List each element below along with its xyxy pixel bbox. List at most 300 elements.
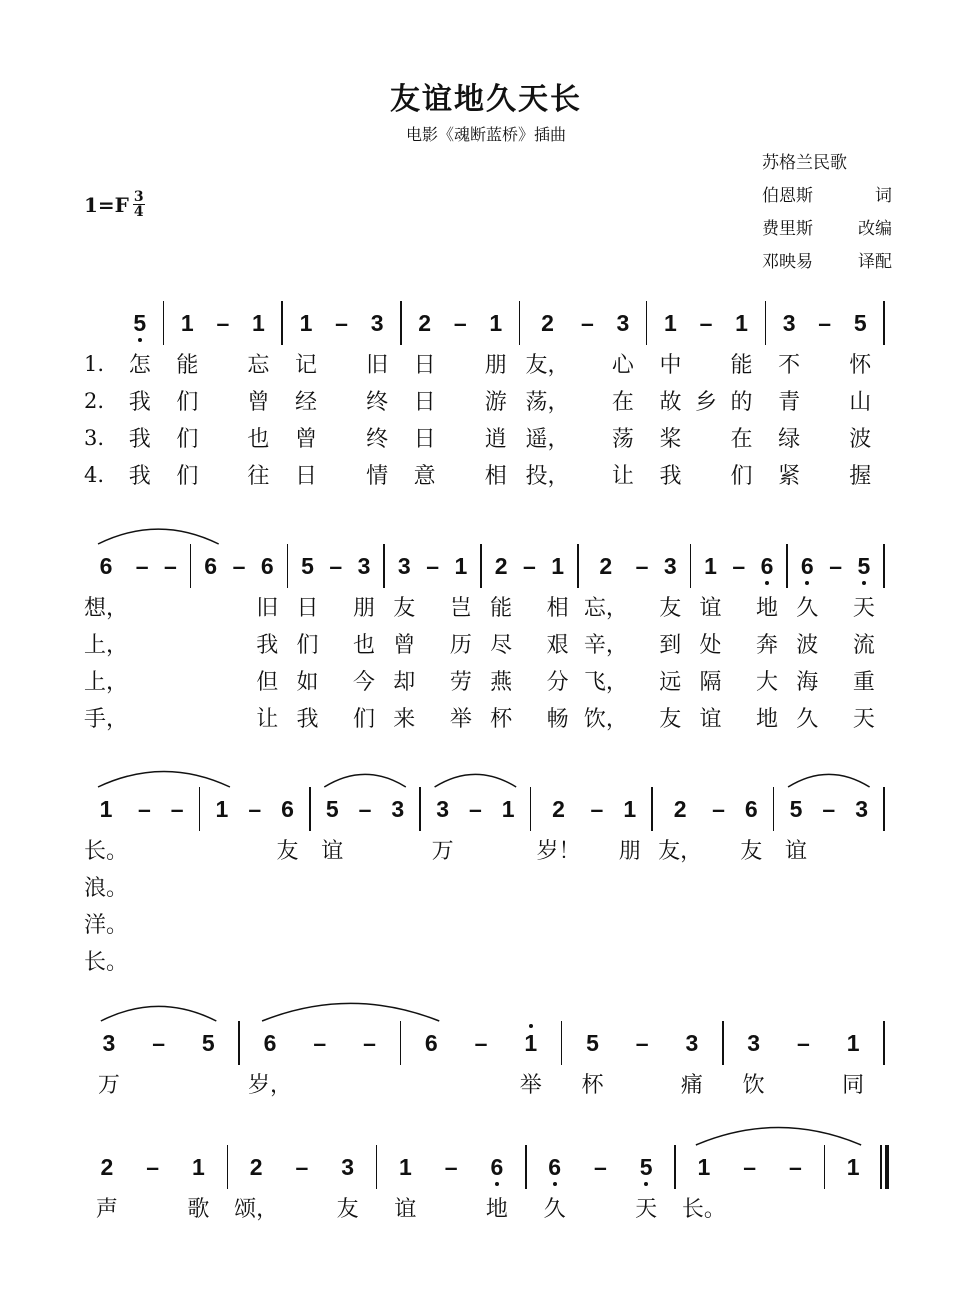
lyric-empty (206, 868, 239, 905)
lyric-empty (128, 942, 161, 979)
barline (475, 544, 487, 588)
spacer (84, 301, 122, 345)
lyric-syllable: 饮 (742, 1073, 765, 1098)
note-5: 5 (850, 544, 878, 588)
lyric-empty (628, 699, 656, 736)
credit-role: 词 (875, 186, 892, 206)
lyric-empty (492, 942, 525, 979)
slur-arc (98, 771, 230, 787)
lyric-syllable: 日 (413, 353, 436, 378)
lyric-empty (821, 625, 849, 662)
lyric-syllable: 想， (84, 596, 129, 621)
lyric-empty (381, 942, 414, 979)
note-1: 1 (506, 1021, 556, 1065)
dash-note: – (453, 309, 467, 336)
verse-number: 3. (84, 425, 105, 450)
low-octave-dot (553, 1182, 557, 1186)
lyric-empty (702, 905, 735, 942)
lyric-syllable: 曾 (247, 390, 270, 415)
lyric-empty (406, 1065, 456, 1102)
lyric-syllable: 日 (413, 427, 436, 452)
lyric-empty (515, 662, 543, 699)
lyric-syllable: 逍 (484, 427, 507, 452)
note-6: 6 (753, 544, 781, 588)
dash-note: – (335, 309, 348, 336)
lyric-empty (322, 699, 350, 736)
credit-lyricist (762, 181, 892, 214)
barline (572, 544, 584, 588)
lyric-syllable: 我 (256, 633, 279, 658)
lyric-empty (197, 625, 225, 662)
dash-note: – (313, 1029, 327, 1056)
lyric-syllable: 情 (366, 464, 389, 489)
lyric-empty (727, 1189, 773, 1226)
dash-note: – (444, 1153, 458, 1180)
lyric-empty (238, 868, 271, 905)
lyric-syllable: 绿 (778, 427, 801, 452)
lyric-syllable: 我 (128, 390, 151, 415)
note-3: 3 (436, 795, 449, 822)
lyric-empty (821, 662, 849, 699)
lyric-empty (279, 1189, 325, 1226)
dash-note: – (152, 1029, 165, 1056)
lyric-empty (238, 905, 271, 942)
lyric-empty (161, 868, 194, 905)
barline (878, 301, 890, 345)
dash-note: – (146, 1153, 160, 1180)
lyric-empty (128, 699, 156, 736)
lyric-syllable: 们 (730, 464, 753, 489)
lyric-syllable: 颂， (234, 1197, 279, 1222)
lyric-empty (316, 942, 349, 979)
dash-note: – (635, 1029, 649, 1056)
lyric-empty (613, 868, 646, 905)
lyric-syllable: 万 (97, 1073, 120, 1098)
credit-translator (762, 247, 892, 280)
note-2: 2 (494, 552, 508, 579)
barline (525, 787, 537, 831)
lyric-empty (418, 662, 446, 699)
lyric-empty (515, 625, 543, 662)
lyric-empty (128, 905, 161, 942)
lyric-empty (316, 868, 349, 905)
lyric-syllable: 朋 (618, 839, 641, 864)
lyric-empty (128, 588, 156, 625)
lyric-empty (492, 868, 525, 905)
lyric-syllable: 谊 (321, 839, 344, 864)
lyric-syllable: 遥， (525, 427, 570, 452)
lyric-syllable: 在 (730, 427, 753, 452)
lyric-empty (812, 831, 845, 868)
barline (684, 544, 696, 588)
lyric-syllable: 地 (485, 1197, 508, 1222)
lyric-empty (418, 625, 446, 662)
lyric-syllable: 忘 (247, 353, 270, 378)
lyric-syllable: 天 (635, 1197, 658, 1222)
lyric-syllable: 日 (296, 596, 319, 621)
lyric-empty (492, 905, 525, 942)
lyric-empty (442, 345, 478, 382)
lyric-syllable: 万 (431, 839, 454, 864)
lyric-empty (316, 905, 349, 942)
lyric-empty (628, 625, 656, 662)
note-1: 1 (704, 552, 717, 579)
slur-arc (324, 774, 406, 787)
lyric-syllable: 不 (778, 353, 801, 378)
lyric-syllable: 重 (852, 670, 875, 695)
dash-note: – (788, 1153, 802, 1180)
lyric-syllable: 也 (247, 427, 270, 452)
verse-number: 2. (84, 388, 105, 413)
note-1: 1 (846, 1029, 860, 1056)
lyric-empty (128, 662, 156, 699)
lyric-syllable: 奔 (756, 633, 779, 658)
lyric-empty (225, 699, 253, 736)
dash-note: – (216, 309, 230, 336)
lyric-syllable: 终 (366, 390, 389, 415)
lyric-empty (426, 942, 459, 979)
lyric-syllable: 旧 (256, 596, 279, 621)
lyric-empty (725, 662, 753, 699)
lyric-syllable: 我 (128, 464, 151, 489)
note-2: 2 (100, 1153, 114, 1180)
lyric-syllable: 乡 (694, 390, 717, 415)
time-top: 3 (133, 189, 144, 205)
lyric-syllable: 朋 (484, 353, 507, 378)
note-3: 3 (341, 1153, 355, 1180)
dash-note: – (523, 552, 536, 579)
lyric-empty (295, 1065, 345, 1102)
lyric-empty (442, 456, 478, 493)
lyric-empty (225, 588, 253, 625)
low-octave-dot (644, 1182, 648, 1186)
lyric-empty (205, 345, 241, 382)
note-6: 6 (532, 1145, 578, 1189)
staff-grid (84, 1021, 890, 1102)
barline (641, 301, 653, 345)
note-3: 3 (616, 309, 630, 336)
lyric-empty (428, 1189, 474, 1226)
dash-note: – (743, 1153, 757, 1180)
lyric-empty (442, 419, 478, 456)
lyric-empty (658, 905, 702, 942)
lyric-syllable: 海 (796, 670, 819, 695)
lyric-syllable: 飞， (583, 670, 628, 695)
note-1: 1 (299, 309, 313, 336)
lyric-empty (658, 942, 702, 979)
dash-note: – (580, 309, 594, 336)
lyric-syllable: 手， (84, 707, 129, 732)
lyric-syllable: 波 (849, 427, 872, 452)
dash-note: – (818, 309, 832, 336)
lyric-empty (197, 699, 225, 736)
lyric-empty (322, 625, 350, 662)
verse-number: 1. (84, 351, 105, 376)
lyric-empty (578, 1189, 624, 1226)
lyric-empty (537, 942, 581, 979)
lyric-syllable: 劳 (449, 670, 472, 695)
note-6: 6 (204, 552, 218, 579)
lyric-empty (658, 868, 702, 905)
lyric-syllable: 谊 (699, 707, 722, 732)
credit-name: 伯恩斯 (762, 186, 813, 206)
lyric-empty (381, 905, 414, 942)
system-2 (84, 520, 890, 736)
lyric-empty (349, 942, 382, 979)
slur-arc (98, 529, 219, 544)
credit-name: 邓映易 (762, 252, 813, 272)
lyric-syllable: 痛 (680, 1073, 703, 1098)
note-1: 1 (99, 795, 113, 822)
lyric-empty (456, 1065, 506, 1102)
lyric-empty (780, 942, 813, 979)
lyric-syllable: 饮， (583, 707, 628, 732)
lyric-syllable: 中 (659, 353, 682, 378)
credits (762, 148, 892, 280)
dash-note: – (712, 795, 725, 822)
dash-note: – (822, 795, 836, 822)
system-5 (84, 1121, 890, 1226)
lyric-syllable: 友， (658, 839, 703, 864)
lyric-syllable: 隔 (699, 670, 722, 695)
lyric-syllable: 怎 (128, 353, 151, 378)
barline (781, 544, 793, 588)
lyric-empty (812, 905, 845, 942)
lyric-empty (128, 831, 161, 868)
lyric-empty (459, 831, 492, 868)
note-2: 2 (418, 309, 432, 336)
lyric-syllable: 心 (611, 353, 634, 378)
lyric-empty (807, 345, 843, 382)
slur-arc (262, 1003, 439, 1021)
lyric-empty (537, 905, 581, 942)
barline (158, 301, 170, 345)
lyric-syllable: 让 (256, 707, 279, 732)
lyric-empty (613, 942, 646, 979)
note-5: 5 (853, 309, 867, 336)
lyric-syllable: 友 (659, 596, 682, 621)
lyric-empty (702, 868, 735, 905)
lyric-empty (156, 625, 184, 662)
lyric-syllable: 也 (353, 633, 376, 658)
lyric-empty (570, 419, 606, 456)
note-2: 2 (673, 795, 687, 822)
lyric-syllable: 上， (84, 633, 129, 658)
lyric-empty (271, 942, 304, 979)
note-3: 3 (102, 1029, 116, 1056)
lyric-empty (581, 942, 614, 979)
lyric-empty (570, 456, 606, 493)
lyric-empty (702, 831, 735, 868)
lyric-syllable: 友 (393, 596, 416, 621)
note-6: 6 (263, 1029, 277, 1056)
lyric-empty (735, 868, 768, 905)
lyric-empty (324, 345, 360, 382)
lyric-empty (773, 1189, 819, 1226)
lyric-empty (156, 699, 184, 736)
barline (717, 1021, 729, 1065)
lyric-syllable: 尽 (490, 633, 513, 658)
lyric-syllable: 艰 (546, 633, 569, 658)
lyric-empty (197, 588, 225, 625)
lyric-syllable: 桨 (659, 427, 682, 452)
lyric-syllable: 忘， (583, 596, 628, 621)
lyric-empty (613, 905, 646, 942)
barline (818, 1145, 830, 1189)
note-5: 5 (201, 1029, 215, 1056)
lyric-syllable: 游 (484, 390, 507, 415)
slur-arc (788, 774, 870, 787)
lyric-syllable: 经 (294, 390, 317, 415)
lyric-empty (161, 942, 194, 979)
lyric-empty (845, 942, 878, 979)
lyric-syllable: 天 (852, 596, 875, 621)
lyric-empty (725, 699, 753, 736)
lyric-empty (688, 419, 724, 456)
barline (878, 544, 890, 588)
note-1: 1 (398, 1153, 412, 1180)
note-1: 1 (664, 309, 677, 336)
lyric-syllable: 青 (778, 390, 801, 415)
lyric-syllable: 波 (796, 633, 819, 658)
lyric-empty (570, 345, 606, 382)
key-label: 1=F (84, 192, 129, 217)
lyric-empty (225, 625, 253, 662)
dash-note: – (329, 552, 343, 579)
dash-note: – (248, 795, 262, 822)
barline (395, 301, 407, 345)
barline (759, 301, 771, 345)
credit-role: 译配 (858, 252, 892, 272)
dash-note: – (829, 552, 842, 579)
time-signature (133, 190, 145, 219)
lyric-syllable: 故 (659, 390, 682, 415)
note-1: 1 (501, 795, 515, 822)
note-1: 1 (180, 309, 194, 336)
barline (646, 787, 658, 831)
lyric-syllable: 终 (366, 427, 389, 452)
lyric-syllable: 同 (842, 1073, 865, 1098)
lyric-syllable: 上， (84, 670, 129, 695)
note-6: 6 (793, 544, 821, 588)
lyric-empty (807, 456, 843, 493)
lyric-empty (492, 831, 525, 868)
lyric-empty (225, 662, 253, 699)
lyric-syllable: 如 (296, 670, 319, 695)
lyric-empty (206, 831, 239, 868)
system-4 (84, 997, 890, 1102)
note-3: 3 (685, 1029, 699, 1056)
lyric-empty (780, 905, 813, 942)
barline (878, 787, 890, 831)
lyric-empty (459, 905, 492, 942)
barline (378, 544, 390, 588)
lyric-empty (206, 905, 239, 942)
barline (233, 1021, 245, 1065)
lyric-syllable: 旧 (366, 353, 389, 378)
system-1 (84, 277, 890, 493)
lyric-syllable: 怀 (849, 353, 872, 378)
note-6: 6 (744, 795, 758, 822)
lyric-empty (617, 1065, 667, 1102)
lyric-syllable: 岂 (449, 596, 472, 621)
low-octave-dot (495, 1182, 499, 1186)
lyric-syllable: 长。 (681, 1197, 726, 1222)
lyric-empty (206, 942, 239, 979)
lyric-empty (845, 905, 878, 942)
lyric-empty (537, 868, 581, 905)
lyric-syllable: 曾 (393, 633, 416, 658)
lyric-syllable: 举 (519, 1073, 542, 1098)
lyric-syllable: 相 (484, 464, 507, 489)
note-6: 6 (474, 1145, 520, 1189)
lyric-empty (581, 905, 614, 942)
lyric-syllable: 地 (756, 707, 779, 732)
note-1: 1 (623, 795, 637, 822)
barline (556, 1021, 568, 1065)
barline (371, 1145, 383, 1189)
lyric-syllable: 谊 (394, 1197, 417, 1222)
lyric-empty (205, 382, 241, 419)
song-subtitle: 电影《魂断蓝桥》插曲 (405, 125, 566, 144)
lyric-syllable: 歌 (187, 1197, 210, 1222)
lyric-syllable: 燕 (490, 670, 513, 695)
lyric-empty (418, 588, 446, 625)
dash-note: – (170, 795, 184, 822)
staff-grid (84, 544, 890, 736)
lyric-empty (702, 942, 735, 979)
lyric-empty (156, 662, 184, 699)
lyric-empty (238, 831, 271, 868)
note-1: 1 (191, 1153, 205, 1180)
barline (194, 787, 206, 831)
lyric-syllable: 能 (490, 596, 513, 621)
lyric-syllable: 地 (756, 596, 779, 621)
lyric-empty (426, 868, 459, 905)
high-octave-dot (529, 1024, 533, 1028)
lyric-empty (161, 831, 194, 868)
lyric-empty (418, 699, 446, 736)
lyric-syllable: 声 (95, 1197, 118, 1222)
lyric-empty (322, 662, 350, 699)
lyric-syllable: 荡， (525, 390, 570, 415)
note-2: 2 (249, 1153, 263, 1180)
lyric-empty (183, 1065, 233, 1102)
dash-note: – (590, 795, 604, 822)
lyric-empty (581, 868, 614, 905)
note-6: 6 (260, 552, 274, 579)
lyric-syllable: 久 (543, 1197, 566, 1222)
lyric-syllable: 到 (659, 633, 682, 658)
low-octave-dot (138, 338, 142, 342)
note-1: 1 (697, 1153, 711, 1180)
key-signature (84, 190, 145, 219)
lyric-empty (322, 588, 350, 625)
lyric-syllable: 能 (176, 353, 199, 378)
dash-note: – (295, 1153, 309, 1180)
lyric-syllable: 久 (796, 596, 819, 621)
lyric-empty (381, 831, 414, 868)
lyric-empty (515, 699, 543, 736)
lyric-syllable: 意 (413, 464, 436, 489)
lyric-syllable: 友 (740, 839, 763, 864)
lyric-empty (807, 382, 843, 419)
lyric-syllable: 处 (699, 633, 722, 658)
lyric-syllable: 却 (393, 670, 416, 695)
lyric-empty (349, 868, 382, 905)
lyric-syllable: 们 (176, 464, 199, 489)
barline (276, 301, 288, 345)
